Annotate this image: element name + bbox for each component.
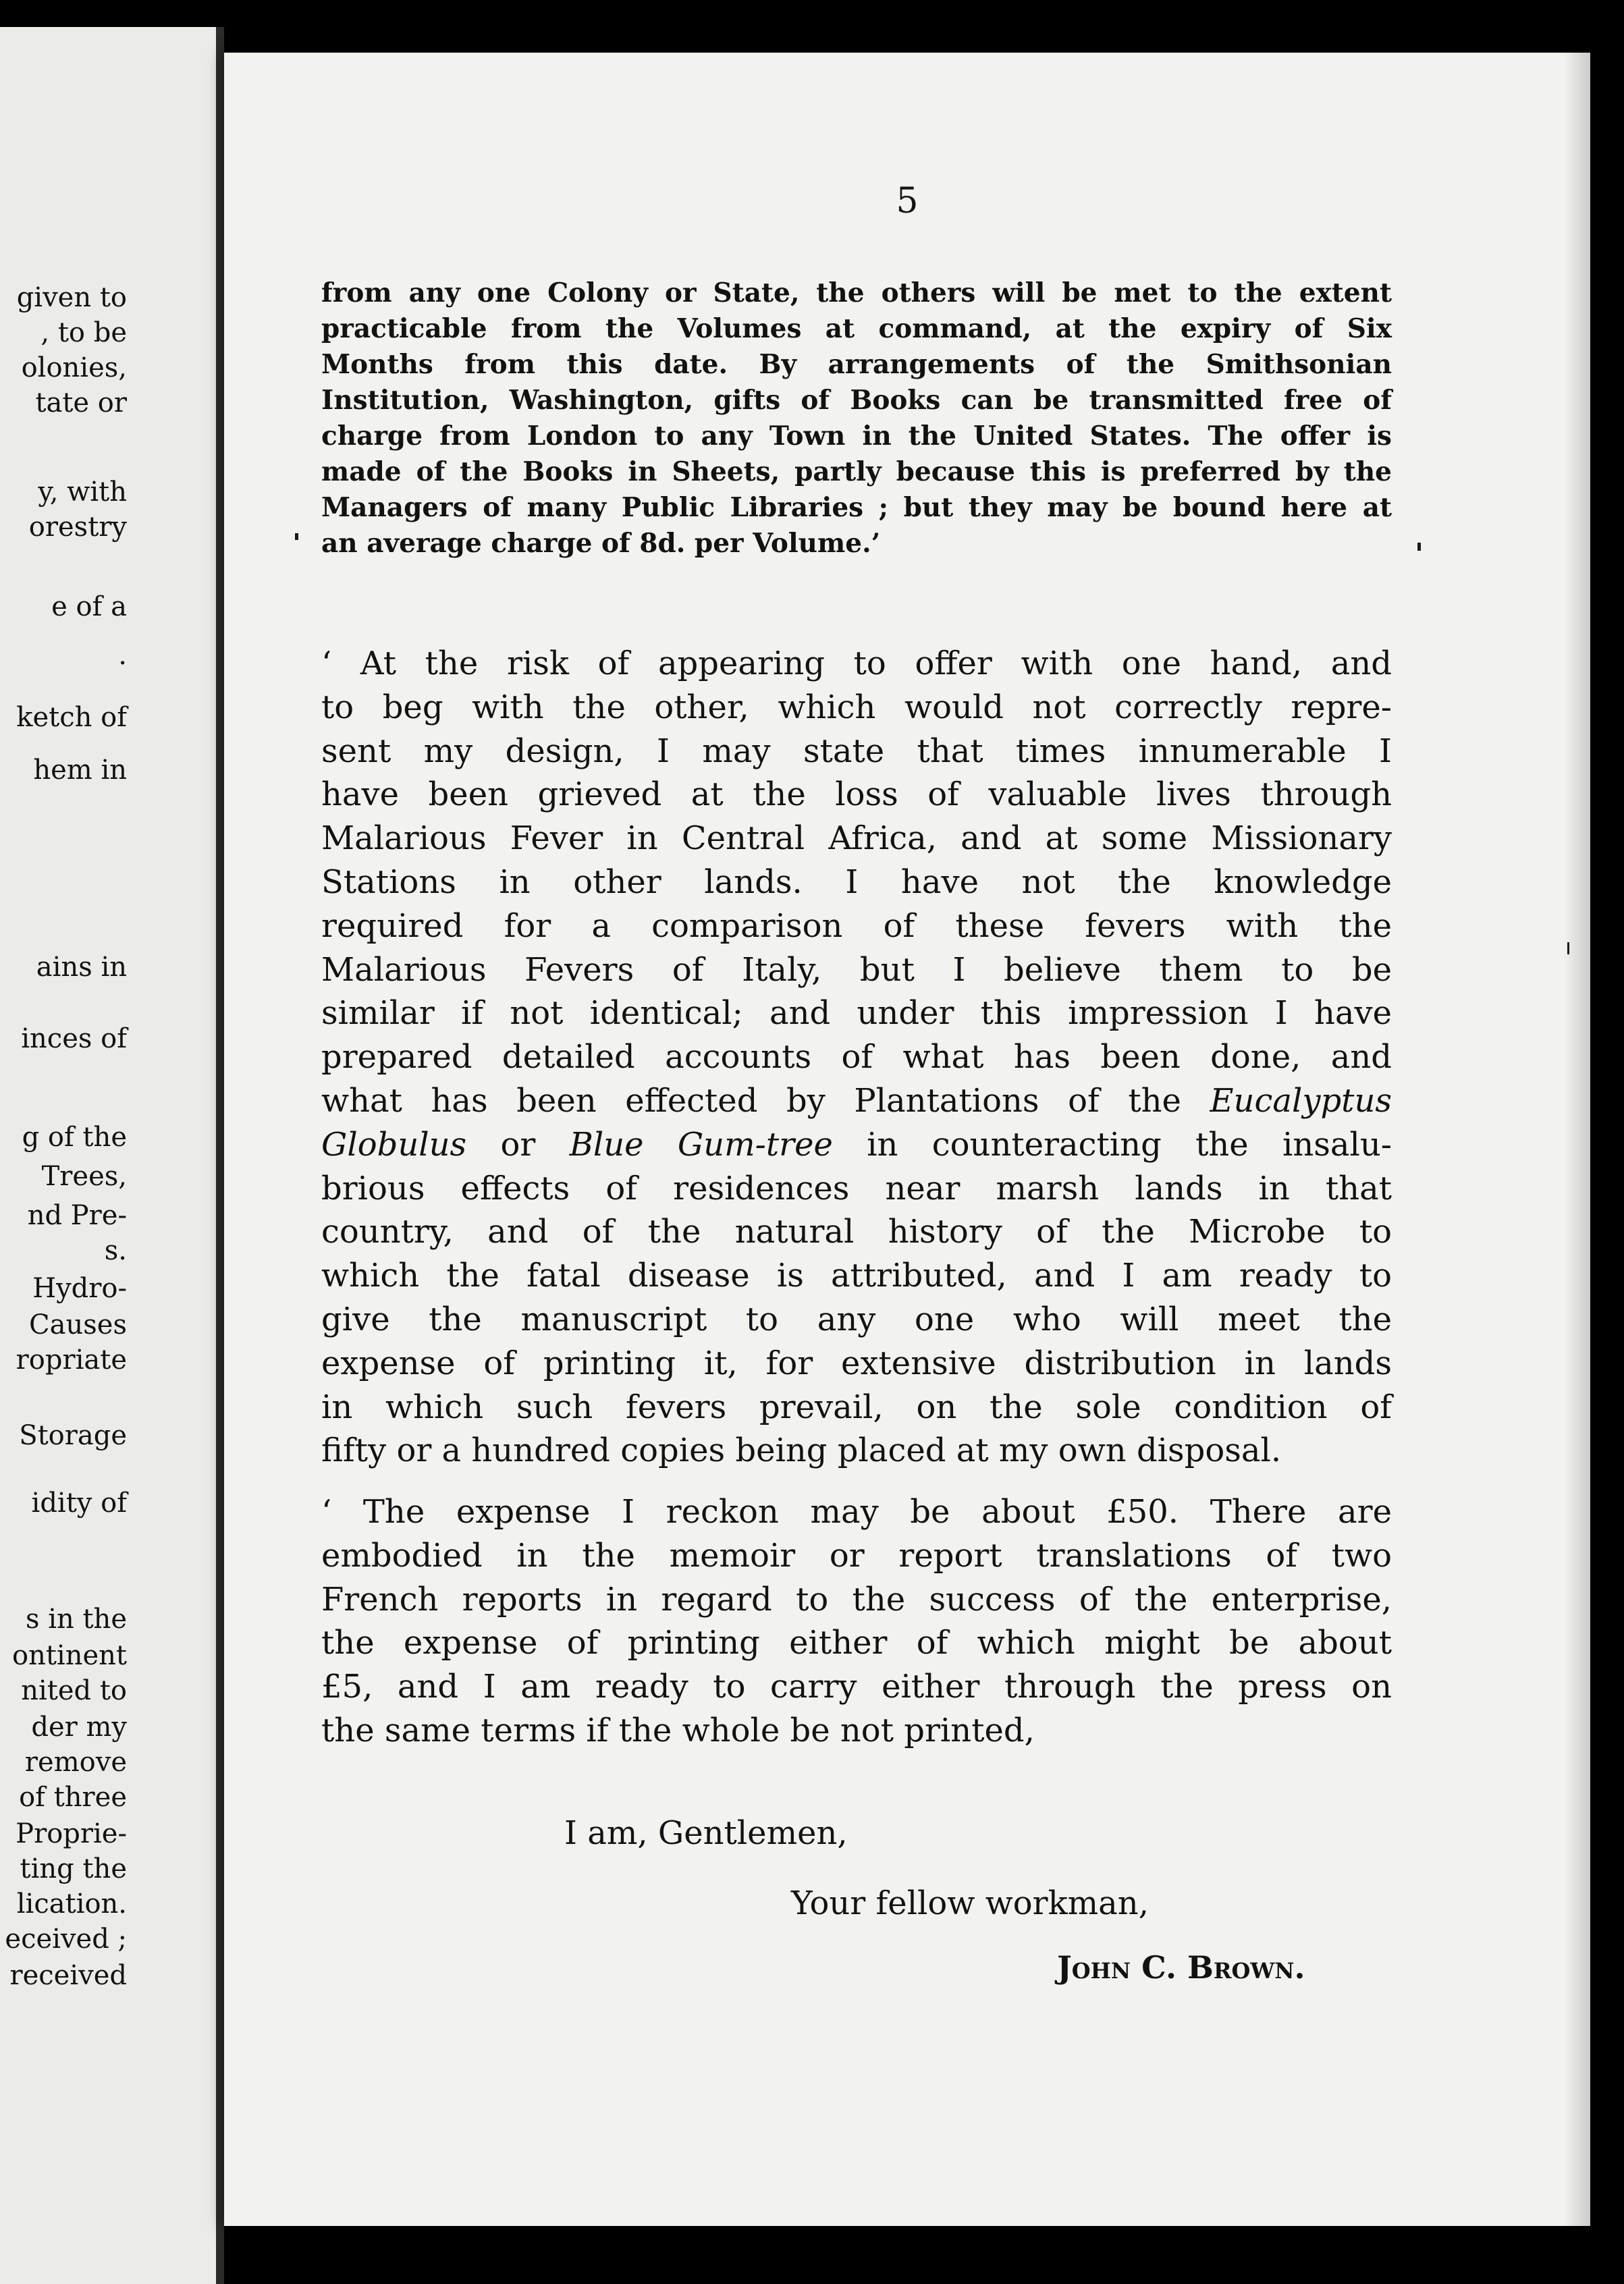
left-fragment: der my <box>31 1712 127 1743</box>
text-line: Institution, Washington, gifts of Books can be transmitted free of <box>321 385 1392 416</box>
left-fragment: e of a <box>51 591 127 622</box>
text-segment: what has been effected by Plantations of the <box>321 1081 1210 1120</box>
text-line: the same terms if the whole be not printed, <box>321 1711 1035 1749</box>
text-segment: or <box>466 1125 570 1164</box>
text-line: made of the Books in Sheets, partly because this is preferred by the <box>321 456 1392 487</box>
page-number: 5 <box>896 181 919 221</box>
left-fragment: inces of <box>21 1023 127 1054</box>
left-fragment: received <box>9 1960 127 1991</box>
text-line: the expense of printing either of which might be about <box>321 1624 1392 1662</box>
page-edge-shadow <box>1563 53 1590 2226</box>
left-fragment: ropriate <box>16 1344 127 1376</box>
text-line: have been grieved at the loss of valuable lives through <box>321 776 1392 814</box>
left-fragment: hem in <box>33 755 127 786</box>
text-line: Stations in other lands. I have not the knowledge <box>321 863 1392 901</box>
text-line: brious effects of residences near marsh lands in that <box>321 1169 1392 1207</box>
left-fragment: s in the <box>25 1604 127 1635</box>
text-line: French reports in regard to the success of the enterprise, <box>321 1580 1392 1619</box>
closing-line: Your fellow workman, <box>791 1884 1149 1922</box>
left-fragment: y, with <box>38 477 127 508</box>
signature <box>1057 1949 1305 1986</box>
left-fragment: Proprie- <box>16 1818 127 1849</box>
left-fragment: ketch of <box>16 702 127 733</box>
left-fragment: remove <box>24 1747 127 1778</box>
ink-speck <box>1567 942 1569 954</box>
left-fragment: nited to <box>21 1675 127 1706</box>
text-line: in which such fevers prevail, on the sole condition of <box>321 1388 1392 1426</box>
left-fragment: Causes <box>29 1309 127 1340</box>
salutation: I am, Gentlemen, <box>564 1814 848 1852</box>
left-fragment: Hydro- <box>32 1273 127 1304</box>
left-fragment: lication. <box>16 1888 127 1920</box>
text-line: expense of printing it, for extensive distribution in lands <box>321 1344 1392 1382</box>
text-line: Malarious Fevers of Italy, but I believe them to be <box>321 950 1392 989</box>
left-fragment: Storage <box>19 1420 127 1451</box>
book-gutter <box>216 27 224 2284</box>
text-line: required for a comparison of these fevers with the <box>321 906 1392 945</box>
text-line: embodied in the memoir or report translations of two <box>321 1536 1392 1575</box>
left-fragment: ting the <box>20 1853 127 1884</box>
italic-species-name: Eucalyptus <box>1210 1081 1392 1120</box>
text-line: country, and of the natural history of the Microbe to <box>321 1213 1392 1251</box>
left-fragment: , to be <box>40 317 127 348</box>
left-fragment: g of the <box>22 1122 127 1153</box>
left-fragment: olonies, <box>21 352 127 383</box>
text-line <box>321 1079 1392 1123</box>
left-fragment: given to <box>16 282 127 313</box>
italic-species-name: Globulus <box>321 1125 467 1164</box>
text-line: ‘ The expense I reckon may be about £50. There are <box>321 1493 1392 1531</box>
text-line: give the manuscript to any one who will meet the <box>321 1300 1392 1338</box>
left-fragment: ains in <box>36 952 127 983</box>
left-fragment: s. <box>104 1235 127 1266</box>
text-line <box>321 1123 1392 1167</box>
continuation-paragraph <box>321 275 1392 562</box>
italic-common-name: Blue Gum-tree <box>569 1125 833 1164</box>
text-line: Malarious Fever in Central Africa, and at some Missionary <box>321 819 1392 858</box>
left-fragment: ontinent <box>12 1640 127 1671</box>
text-line: practicable from the Volumes at command, at the expiry of Six <box>321 313 1392 344</box>
ink-speck <box>1417 543 1421 551</box>
text-line: sent my design, I may state that times innumerable I <box>321 732 1392 770</box>
text-line: which the fatal disease is attributed, and I am ready to <box>321 1257 1392 1295</box>
malarious-fever-paragraph <box>321 642 1392 1473</box>
text-line: Managers of many Public Libraries ; but they may be bound here at <box>321 492 1392 523</box>
left-fragment: idity of <box>31 1488 127 1519</box>
left-fragment: orestry <box>28 512 127 543</box>
left-fragment: nd Pre- <box>27 1200 127 1231</box>
expense-paragraph <box>321 1490 1392 1753</box>
text-line: prepared detailed accounts of what has been done, and <box>321 1038 1392 1077</box>
text-line: from any one Colony or State, the others will be met to the extent <box>321 277 1392 308</box>
ink-speck <box>295 533 298 540</box>
text-line: Months from this date. By arrangements of the Smithsonian <box>321 349 1392 380</box>
text-line: an average charge of 8d. per Volume.’ <box>321 528 881 559</box>
right-page <box>224 53 1590 2226</box>
left-fragment: eceived ; <box>5 1924 127 1955</box>
left-fragment: . <box>118 640 127 671</box>
left-fragment: tate or <box>35 387 127 418</box>
text-line: charge from London to any Town in the United States. The offer is <box>321 420 1392 452</box>
text-line: similar if not identical; and under this impression I have <box>321 994 1392 1033</box>
left-fragment: Trees, <box>41 1161 127 1192</box>
left-fragment: of three <box>19 1782 127 1813</box>
left-page-edge <box>0 27 216 2284</box>
text-line: ‘ At the risk of appearing to offer with one hand, and <box>321 645 1392 682</box>
text-line: fifty or a hundred copies being placed at my own disposal. <box>321 1432 1282 1470</box>
text-line: £5, and I am ready to carry either through the press on <box>321 1668 1392 1706</box>
signature-name: John C. Brown. <box>1057 1949 1305 1986</box>
text-line: to beg with the other, which would not correctly repre- <box>321 688 1392 726</box>
text-segment: in counteracting the insalu- <box>832 1125 1392 1164</box>
